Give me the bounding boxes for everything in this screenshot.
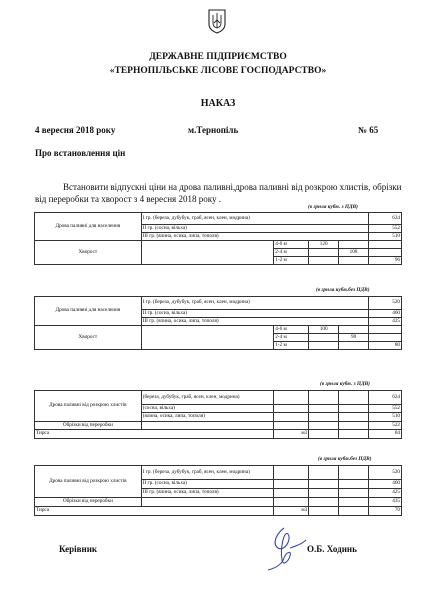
org-name-line2: «ТЕРНОПІЛЬСЬКЕ ЛІСОВЕ ГОСПОДАРСТВО» (109, 66, 327, 76)
table2-hvorost-value (339, 342, 369, 350)
table1-group-2: ІІ гр. (сосна, вільха) (141, 225, 368, 233)
table3-group-3: (ялина, осика, липа, тополя) (141, 413, 274, 422)
table2-price-1: 520 (369, 297, 402, 310)
signatory-name: О.Б. Ходинь (307, 544, 357, 554)
table3-price-3: 510 (369, 413, 402, 422)
table2-hvorost-value (369, 334, 402, 342)
table1-hvorost-size-2: 2-4 м (274, 249, 309, 257)
table2-hvorost-value (309, 342, 339, 350)
table1-group-3: ІІІ гр. (ялина, осика, липа, тополя) (141, 233, 368, 241)
table4-row-label: Дрова паливні від розкрою хлистів (35, 466, 142, 498)
table1-row-label: Дрова паливні для населення (35, 213, 142, 241)
document-date: 4 вересня 2018 року (35, 125, 116, 135)
table4-group-3: ІІІ гр. (ялина, осика, липа, тополя) (141, 489, 274, 498)
body-text: Встановити відпускні ціни на дрова паливні,дрова паливні від розкрою хлистів, обрізки від переробки та хворост з 4 вересня 2018 року . (35, 182, 402, 204)
table2-group-3: ІІІ гр. (ялина, осика, липа, тополя) (141, 318, 368, 326)
table3-price-2: 552 (369, 405, 402, 413)
table3-obrizky-label: Обрізки від переробки (35, 422, 142, 430)
table3-row-label: Дрова паливні від розкрою хлистів (35, 391, 142, 422)
table3-obrizky-price: 522 (369, 422, 402, 430)
table2-hvorost-value: 90 (339, 334, 369, 342)
table2-hvorost-label: Хворост (35, 326, 142, 350)
coat-of-arms-icon (207, 8, 227, 34)
unit-label-4: (в грнла кубм.без ПДВ) (318, 456, 372, 462)
table1-hvorost-value (369, 241, 402, 249)
table4-tyrsa-price: 70 (369, 507, 402, 516)
table2-price-2: 460 (369, 310, 402, 318)
table4-tyrsa-unit: м3 (274, 507, 309, 516)
table4-obrizky-price: 435 (369, 498, 402, 507)
table1-hvorost-value (339, 241, 369, 249)
table4-price-2: 460 (369, 480, 402, 489)
table4-obrizky-label: Обрізки від переробки (35, 498, 142, 507)
table1-hvorost-value (369, 249, 402, 257)
table1-hvorost-value: 108 (339, 249, 369, 257)
signature-icon (262, 522, 310, 574)
table2-group-1: І гр. (береза, дубубук, граб, ясен, клен, модрина) (141, 297, 368, 310)
table1-hvorost-value (309, 257, 339, 265)
table2-price-3: 425 (369, 318, 402, 326)
org-name-line1: ДЕРЖАВНЕ ПІДПРИЄМСТВО (149, 52, 287, 62)
price-table-4 (34, 465, 402, 516)
table3-group-1: (береза, дубубук, граб, ясен, клен, модрина) (141, 391, 274, 405)
table1-price-2: 552 (369, 225, 402, 233)
table1-hvorost-value: 120 (309, 241, 339, 249)
document-subject: Про встановлення цін (35, 148, 126, 158)
table4-tyrsa-label: Тирса (35, 507, 274, 516)
document-type: НАКАЗ (200, 98, 236, 109)
table4-group-1: І гр. (береза, дубубук, граб, ясен, клен, модрина) (141, 466, 274, 480)
price-table-3 (34, 390, 402, 439)
table3-tyrsa-unit: м3 (274, 430, 309, 439)
table2-hvorost-value (369, 326, 402, 334)
table1-group-1: І гр. (береза, дубубук, граб, ясен, клен, модрина) (141, 213, 368, 225)
table4-price-1: 520 (369, 466, 402, 480)
table1-price-3: 510 (369, 233, 402, 241)
table2-hvorost-value: 80 (369, 342, 402, 350)
table1-price-1: 624 (369, 213, 402, 225)
unit-label-3: (в грнла кубм. з ПДВ) (320, 381, 370, 387)
table1-hvorost-label: Хворост (35, 241, 142, 265)
unit-label-2: (в грнла кубм.без ПДВ) (316, 287, 370, 293)
table2-hvorost-value: 100 (309, 326, 339, 334)
table2-hvorost-size-1: 4-6 м (274, 326, 309, 334)
table4-group-2: ІІ гр. (сосна, вільха) (141, 480, 274, 489)
table3-tyrsa-price: 84 (369, 430, 402, 439)
table2-hvorost-size-2: 2-4 м (274, 334, 309, 342)
table1-hvorost-value: 96 (369, 257, 402, 265)
table2-row-label: Дрова паливні для населення (35, 297, 142, 326)
table3-price-1: 624 (369, 391, 402, 405)
document-city: м.Тернопіль (188, 125, 239, 135)
table2-group-2: ІІ гр. (сосна, вільха) (141, 310, 368, 318)
table2-hvorost-value (339, 326, 369, 334)
table1-hvorost-value (309, 249, 339, 257)
table3-tyrsa-label: Тирса (35, 430, 274, 439)
unit-label-1: (в грнла кубм. з ПДВ) (308, 204, 358, 210)
table1-hvorost-size-3: 1-2 м (274, 257, 309, 265)
table2-hvorost-size-3: 1-2 м (274, 342, 309, 350)
table2-hvorost-value (309, 334, 339, 342)
price-table-1 (34, 212, 402, 265)
table1-hvorost-size-1: 4-6 м (274, 241, 309, 249)
signatory-role: Керівник (59, 544, 98, 554)
document-number: № 65 (358, 125, 379, 135)
table1-hvorost-value (339, 257, 369, 265)
table4-price-3: 425 (369, 489, 402, 498)
price-table-2 (34, 296, 402, 350)
table3-group-2: (сосна, вільха) (141, 405, 274, 413)
